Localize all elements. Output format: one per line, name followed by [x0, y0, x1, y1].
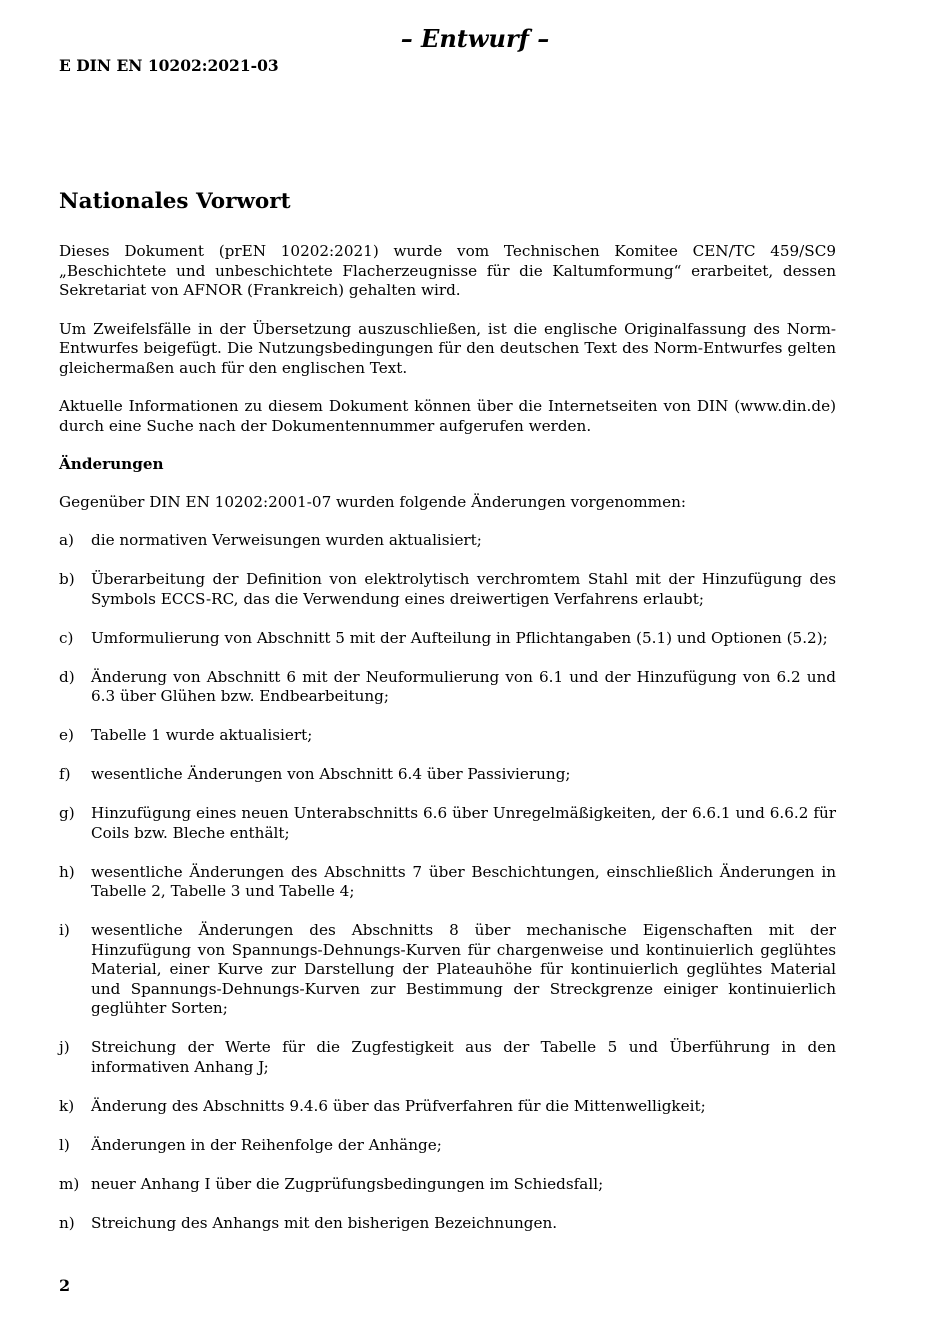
changes-heading: Änderungen — [59, 455, 164, 473]
list-item-text: Umformulierung von Abschnitt 5 mit der Aufteilung in Pflichtangaben (5.1) und Optionen (5.2); — [91, 628, 828, 647]
list-item-label: i) — [59, 921, 70, 939]
list-item-text: Streichung der Werte für die Zugfestigkeit aus der Tabelle 5 und Überführung in den informativen Anhang J; — [91, 1038, 836, 1076]
paragraph: Aktuelle Informationen zu diesem Dokument können über die Internetseiten von DIN (www.din.de) durch eine Suche nach der Dokumentennummer aufgerufen werden. — [59, 397, 836, 435]
list-item — [59, 726, 836, 746]
list-item-label: f) — [59, 765, 71, 783]
list-item-label: d) — [59, 667, 75, 686]
list-item-text: Überarbeitung der Definition von elektrolytisch verchromtem Stahl mit der Hinzufügung des Symbols ECCS-RC, das die Verwendung eines dreiwertigen Verfahrens erlaubt; — [91, 570, 836, 608]
list-item-label: h) — [59, 862, 75, 881]
list-item-text: wesentliche Änderungen des Abschnitts 8 über mechanische Eigenschaften mit der Hinzufügung von Spannungs-Dehnungs-Kurven für chargenweise und kontinuierlich geglühtes Material, einer Kurve zur Darstellung der Plateauhöhe für kontinuierlich geglühtes Material und Spannungs-Dehnungs-Kurven zur Bestimmung der Streckgrenze einiger kontinuierlich geglühter Sorten; — [91, 921, 836, 1017]
list-item-label: n) — [59, 1213, 75, 1232]
list-item-label: m) — [59, 1174, 80, 1193]
list-item — [59, 1175, 836, 1195]
list-item-label: g) — [59, 804, 75, 822]
list-item — [59, 1038, 836, 1077]
list-item-text: wesentliche Änderungen des Abschnitts 7 über Beschichtungen, einschließlich Änderungen in Tabelle 2, Tabelle 3 und Tabelle 4; — [91, 862, 836, 900]
list-item-text: Änderungen in der Reihenfolge der Anhänge; — [91, 1135, 442, 1154]
list-item-label: a) — [59, 531, 74, 549]
list-item-text: die normativen Verweisungen wurden aktualisiert; — [91, 531, 482, 549]
list-item — [59, 531, 836, 551]
page-title: Nationales Vorwort — [59, 189, 291, 214]
changes-list — [59, 531, 836, 1233]
list-item-text: Tabelle 1 wurde aktualisiert; — [91, 726, 313, 744]
list-item-label: c) — [59, 628, 74, 647]
list-item — [59, 629, 836, 649]
list-item-text: Hinzufügung eines neuen Unterabschnitts 6.6 über Unregelmäßigkeiten, der 6.6.1 und 6.6.2 für Coils bzw. Bleche enthält; — [91, 804, 836, 842]
list-item — [59, 921, 836, 1019]
document-body — [59, 188, 836, 1253]
paragraph: Um Zweifelsfälle in der Übersetzung auszuschließen, ist die englische Originalfassung des Norm-Entwurfes beigefügt. Die Nutzungsbedingungen für den deutschen Text des Norm-Entwurfes gelten gleichermaßen auch für den englischen Text. — [59, 319, 836, 377]
list-item — [59, 863, 836, 902]
list-item — [59, 804, 836, 843]
draft-label: – Entwurf – — [400, 24, 550, 53]
page-number: 2 — [59, 1276, 71, 1295]
list-item-label: l) — [59, 1135, 70, 1154]
list-item-label: e) — [59, 726, 74, 744]
list-item-label: k) — [59, 1096, 75, 1115]
list-item — [59, 1136, 836, 1156]
list-item-text: Streichung des Anhangs mit den bisherigen Bezeichnungen. — [91, 1213, 558, 1232]
list-item — [59, 1214, 836, 1234]
list-item — [59, 1097, 836, 1117]
list-item-text: Änderung des Abschnitts 9.4.6 über das Prüfverfahren für die Mittenwelligkeit; — [91, 1096, 706, 1115]
list-item-text: wesentliche Änderungen von Abschnitt 6.4 über Passivierung; — [91, 765, 571, 783]
list-item-text: neuer Anhang I über die Zugprüfungsbedingungen im Schiedsfall; — [91, 1174, 604, 1193]
changes-intro: Gegenüber DIN EN 10202:2001-07 wurden folgende Änderungen vorgenommen: — [59, 492, 686, 511]
list-item-text: Änderung von Abschnitt 6 mit der Neuformulierung von 6.1 und der Hinzufügung von 6.2 und 6.3 über Glühen bzw. Endbearbeitung; — [91, 667, 836, 705]
list-item — [59, 668, 836, 707]
paragraph: Dieses Dokument (prEN 10202:2021) wurde vom Technischen Komitee CEN/TC 459/SC9 „Beschichtete und unbeschichtete Flacherzeugnisse für die Kaltumformung“ erarbeitet, dessen Sekretariat von AFNOR (Frankreich) gehalten wird. — [59, 242, 836, 299]
list-item — [59, 765, 836, 785]
document-id: E DIN EN 10202:2021-03 — [59, 56, 279, 75]
list-item-label: j) — [59, 1038, 70, 1056]
list-item — [59, 570, 836, 609]
list-item-label: b) — [59, 570, 75, 588]
